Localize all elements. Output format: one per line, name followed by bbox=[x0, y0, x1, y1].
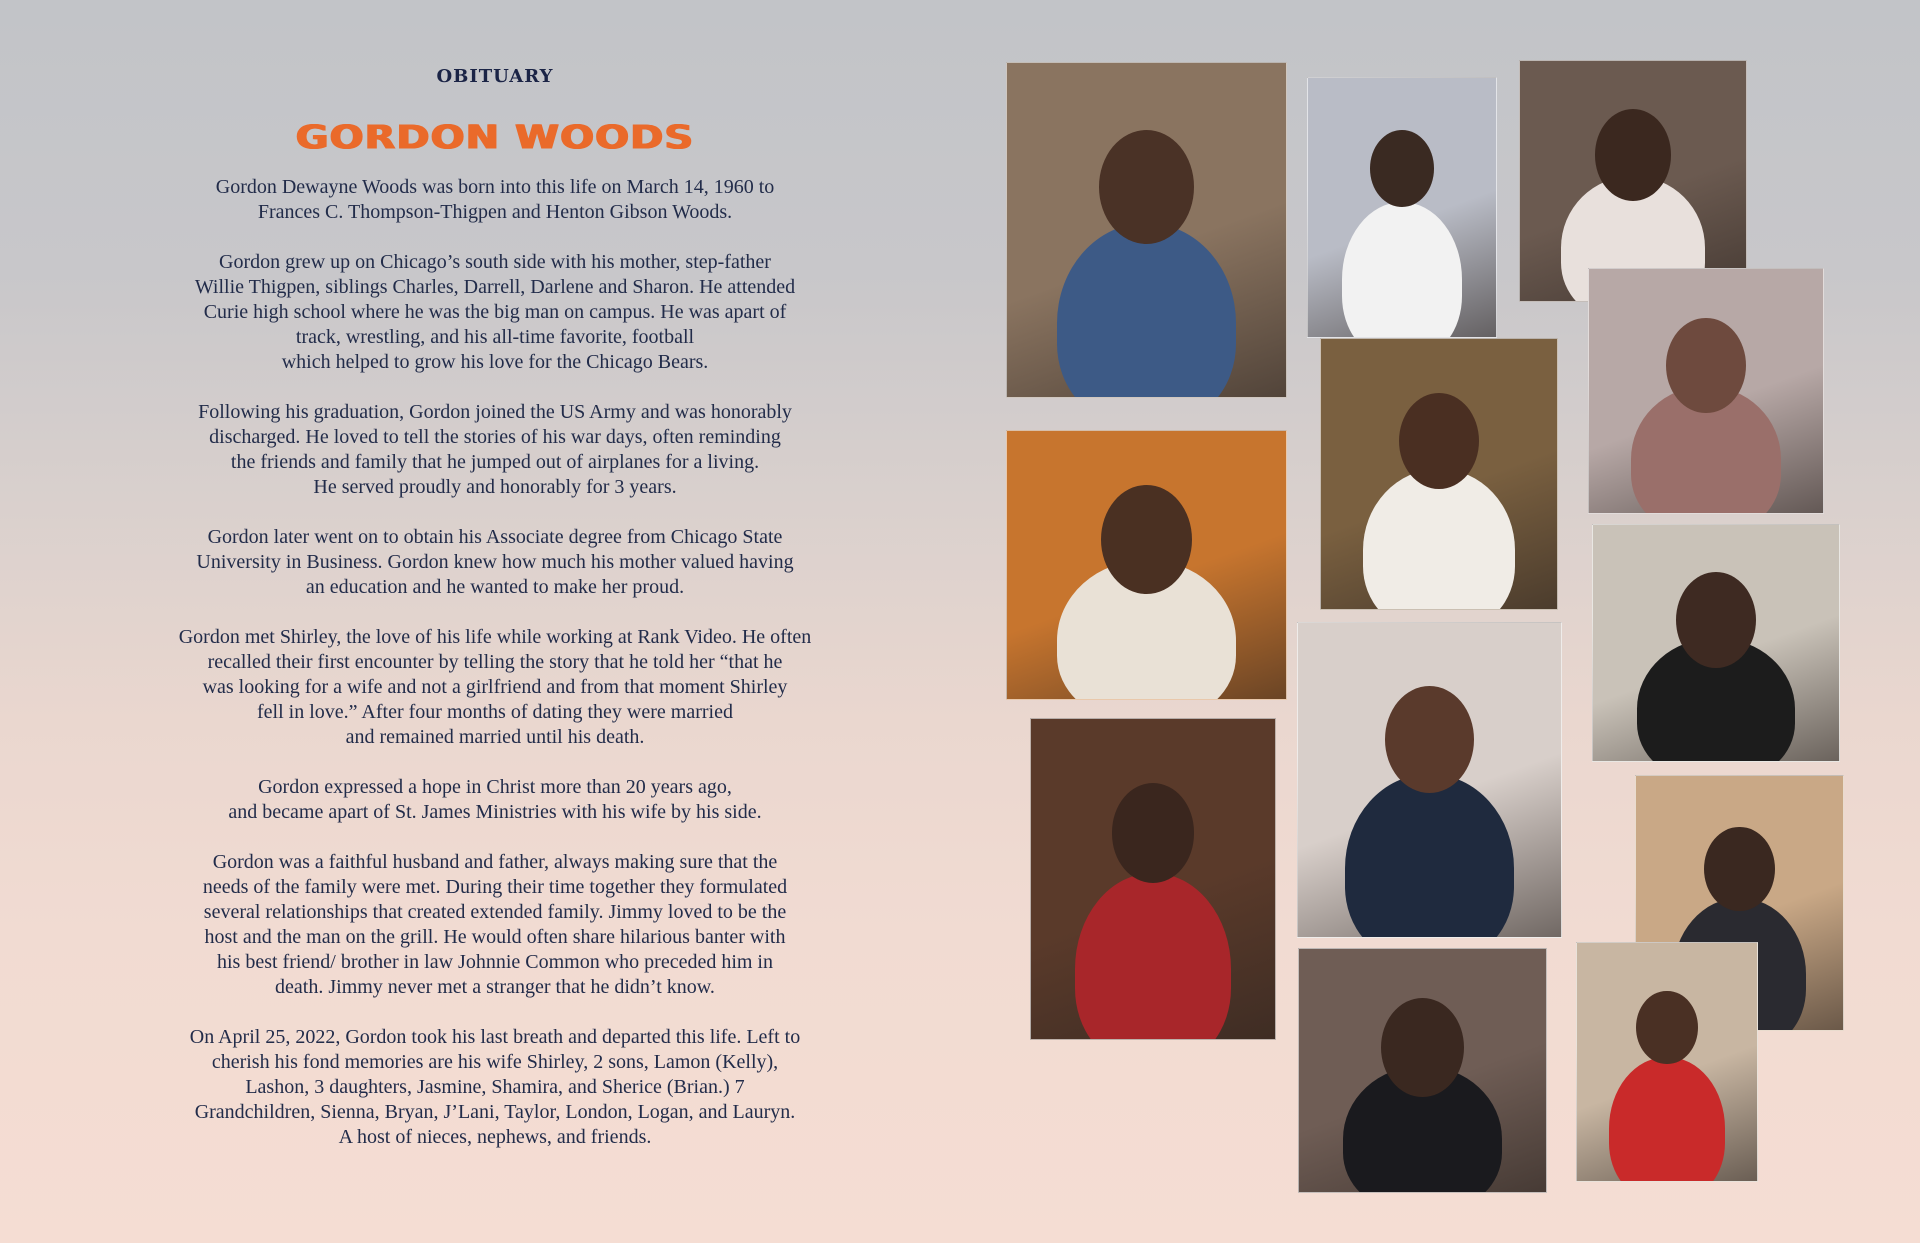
paragraph-line: Gordon expressed a hope in Christ more than 20 years ago, bbox=[258, 776, 732, 798]
obituary-paragraph bbox=[110, 850, 880, 1000]
paragraph-line: Gordon met Shirley, the love of his life while working at Rank Video. He often bbox=[178, 626, 812, 648]
face-silhouette bbox=[1099, 130, 1194, 244]
paragraph-line: his best friend/ brother in law Johnnie Common who preceded him in bbox=[216, 951, 773, 973]
paragraph-line: Grandchildren, Sienna, Bryan, J’Lani, Taylor, London, Logan, and Lauryn. bbox=[194, 1101, 796, 1123]
obituary-paragraph bbox=[110, 400, 880, 500]
face-silhouette bbox=[1381, 998, 1464, 1097]
photo-man-and-boy bbox=[1320, 338, 1558, 610]
face-silhouette bbox=[1385, 686, 1474, 793]
photo-mother-daughter-selfie bbox=[1297, 622, 1562, 938]
photo-couple-selfie-glasses bbox=[1519, 60, 1747, 302]
face-silhouette bbox=[1704, 827, 1774, 911]
photo-couple-bulls-cap bbox=[1576, 942, 1758, 1182]
photo-graduation bbox=[1592, 524, 1840, 762]
obituary-paragraph bbox=[110, 775, 880, 825]
photo-couple-denim bbox=[1006, 62, 1287, 398]
face-silhouette bbox=[1101, 485, 1192, 594]
paragraph-line: cherish his fond memories are his wife Shirley, 2 sons, Lamon (Kelly), bbox=[211, 1051, 779, 1073]
obituary-paragraph bbox=[110, 250, 880, 375]
paragraph-line: and became apart of St. James Ministries with his wife by his side. bbox=[228, 801, 762, 823]
section-label: OBITUARY bbox=[436, 66, 554, 87]
paragraph-line: fell in love.” After four months of dating they were married bbox=[257, 701, 733, 723]
paragraph-line: which helped to grow his love for the Chicago Bears. bbox=[281, 351, 709, 373]
paragraph-line: an education and he wanted to make her proud. bbox=[305, 576, 685, 598]
obituary-paragraph bbox=[110, 1025, 880, 1150]
face-silhouette bbox=[1399, 393, 1479, 489]
paragraph-line: On April 25, 2022, Gordon took his last breath and departed this life. Left to bbox=[189, 1026, 801, 1048]
obituary-paragraph bbox=[110, 625, 880, 750]
paragraph-line: Willie Thigpen, siblings Charles, Darrell, Darlene and Sharon. He attended bbox=[194, 276, 796, 298]
paragraph-line: discharged. He loved to tell the stories of his war days, often reminding bbox=[209, 426, 781, 448]
paragraph-line: Gordon Dewayne Woods was born into this life on March 14, 1960 to bbox=[215, 176, 775, 198]
photo-family-christmas bbox=[1030, 718, 1276, 1040]
photo-girl-selfie bbox=[1588, 268, 1824, 514]
obituary-body bbox=[110, 175, 880, 1150]
paragraph-line: needs of the family were met. During their time together they formulated bbox=[202, 876, 788, 898]
obituary-paragraph bbox=[110, 525, 880, 600]
figure-silhouette bbox=[1609, 1057, 1724, 1182]
figure-silhouette bbox=[1363, 469, 1514, 610]
paragraph-line: A host of nieces, nephews, and friends. bbox=[338, 1126, 652, 1148]
paragraph-line: Gordon grew up on Chicago’s south side with his mother, step-father bbox=[219, 251, 771, 273]
paragraph-line: Gordon later went on to obtain his Associate degree from Chicago State bbox=[207, 526, 783, 548]
figure-silhouette bbox=[1345, 774, 1513, 938]
face-silhouette bbox=[1666, 318, 1746, 413]
figure-silhouette bbox=[1075, 873, 1231, 1040]
paragraph-line: Lashon, 3 daughters, Jasmine, Shamira, and Sherice (Brian.) 7 bbox=[245, 1076, 745, 1098]
paragraph-line: and remained married until his death. bbox=[345, 726, 645, 748]
paragraph-line: recalled their first encounter by telling the story that he told her “that he bbox=[207, 651, 783, 673]
face-silhouette bbox=[1595, 109, 1672, 201]
photo-family-autumn bbox=[1006, 430, 1287, 700]
obituary-text-panel bbox=[110, 60, 880, 1175]
figure-silhouette bbox=[1057, 223, 1236, 398]
paragraph-line: He served proudly and honorably for 3 years. bbox=[313, 476, 677, 498]
paragraph-line: host and the man on the grill. He would often share hilarious banter with bbox=[204, 926, 786, 948]
deceased-name-title: GORDON WOODS bbox=[295, 119, 695, 157]
face-silhouette bbox=[1636, 991, 1697, 1064]
face-silhouette bbox=[1112, 783, 1195, 883]
paragraph-line: Curie high school where he was the big man on campus. He was apart of bbox=[203, 301, 787, 323]
paragraph-line: death. Jimmy never met a stranger that he didn’t know. bbox=[275, 976, 715, 998]
paragraph-line: Gordon was a faithful husband and father, always making sure that the bbox=[212, 851, 778, 873]
paragraph-line: Frances C. Thompson-Thigpen and Henton Gibson Woods. bbox=[257, 201, 733, 223]
paragraph-line: several relationships that created extended family. Jimmy loved to be the bbox=[203, 901, 787, 923]
figure-silhouette bbox=[1342, 202, 1462, 338]
paragraph-line: the friends and family that he jumped out of airplanes for a living. bbox=[230, 451, 760, 473]
photo-couple-formal bbox=[1298, 948, 1547, 1193]
face-silhouette bbox=[1676, 572, 1756, 668]
paragraph-line: University in Business. Gordon knew how much his mother valued having bbox=[196, 551, 794, 573]
paragraph-line: track, wrestling, and his all-time favorite, football bbox=[295, 326, 695, 348]
photo-couple-white-outfits bbox=[1307, 77, 1497, 338]
obituary-paragraph bbox=[110, 175, 880, 225]
paragraph-line: Following his graduation, Gordon joined the US Army and was honorably bbox=[198, 401, 792, 423]
face-silhouette bbox=[1370, 130, 1434, 207]
paragraph-line: was looking for a wife and not a girlfriend and from that moment Shirley bbox=[202, 676, 788, 698]
